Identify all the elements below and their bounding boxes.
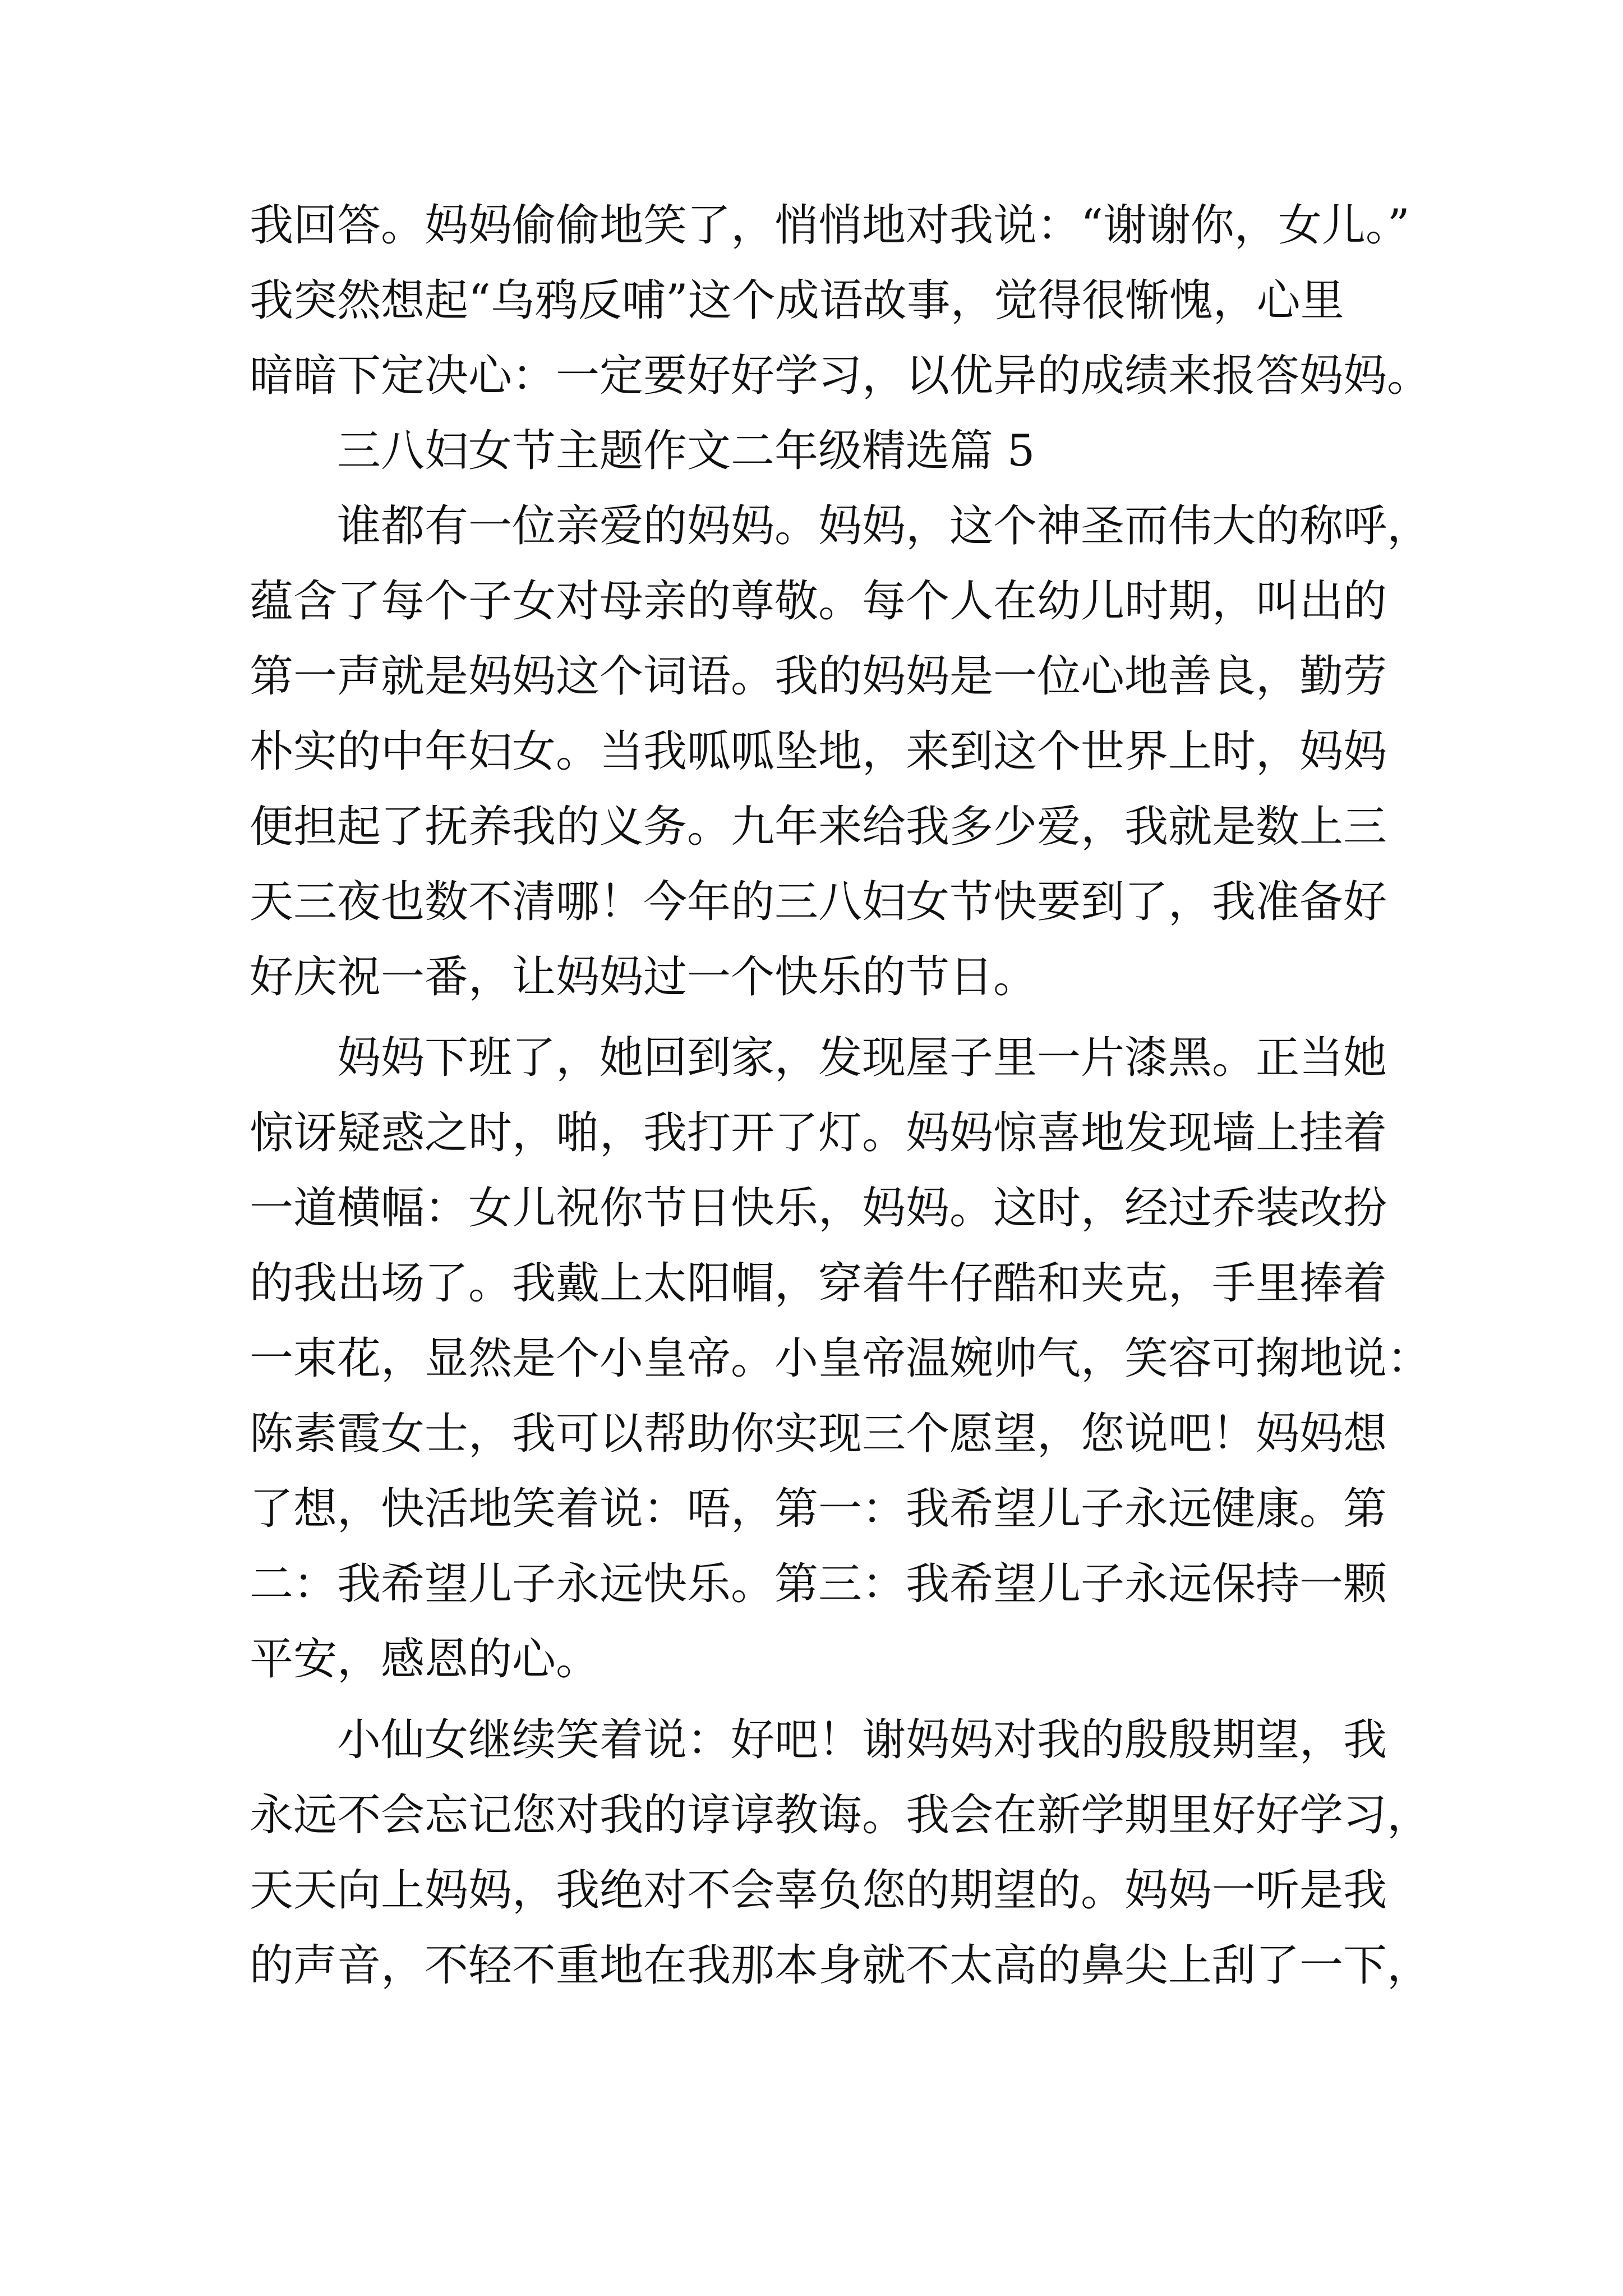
text-line: 谁都有一位亲爱的妈妈。妈妈，这个神圣而伟大的称呼， bbox=[337, 501, 1431, 551]
text-line: 蕴含了每个子女对母亲的尊敬。每个人在幼儿时期，叫出的 bbox=[250, 576, 1387, 627]
text-line: 陈素霞女士，我可以帮助你实现三个愿望，您说吧！妈妈想 bbox=[250, 1409, 1387, 1459]
text-line: 我突然想起“乌鸦反哺”这个成语故事，觉得很惭愧，心里 bbox=[250, 275, 1344, 326]
text-line: 妈妈下班了，她回到家，发现屋子里一片漆黑。正当她 bbox=[337, 1033, 1387, 1083]
text-line: 的我出场了。我戴上太阳帽，穿着牛仔酷和夹克，手里捧着 bbox=[250, 1258, 1387, 1309]
text-line: 好庆祝一番，让妈妈过一个快乐的节日。 bbox=[250, 952, 1038, 1002]
text-line: 暗暗下定决心：一定要好好学习，以优异的成绩来报答妈妈。 bbox=[250, 351, 1431, 401]
text-line: 惊讶疑惑之时，啪，我打开了灯。妈妈惊喜地发现墙上挂着 bbox=[250, 1108, 1387, 1158]
text-line: 二：我希望儿子永远快乐。第三：我希望儿子永远保持一颗 bbox=[250, 1559, 1387, 1609]
text-line: 一道横幅：女儿祝你节日快乐，妈妈。这时，经过乔装改扮 bbox=[250, 1183, 1387, 1234]
text-line: 天天向上妈妈，我绝对不会辜负您的期望的。妈妈一听是我 bbox=[250, 1865, 1387, 1916]
essay-body bbox=[250, 188, 1431, 2003]
text-line: 永远不会忘记您对我的谆谆教诲。我会在新学期里好好学习， bbox=[250, 1790, 1431, 1841]
text-line: 小仙女继续笑着说：好吧！谢妈妈对我的殷殷期望，我 bbox=[337, 1715, 1387, 1765]
text-line: 我回答。妈妈偷偷地笑了，悄悄地对我说：“谢谢你，女儿。” bbox=[250, 200, 1410, 251]
text-line: 朴实的中年妇女。当我呱呱坠地，来到这个世界上时，妈妈 bbox=[250, 726, 1387, 777]
text-line: 第一声就是妈妈这个词语。我的妈妈是一位心地善良，勤劳 bbox=[250, 651, 1387, 702]
section-heading: 三八妇女节主题作文二年级精选篇 5 bbox=[337, 426, 1035, 476]
text-line: 平安，感恩的心。 bbox=[250, 1634, 600, 1685]
text-line: 天三夜也数不清哪！今年的三八妇女节快要到了，我准备好 bbox=[250, 877, 1387, 927]
text-line: 便担起了抚养我的义务。九年来给我多少爱，我就是数上三 bbox=[250, 802, 1387, 852]
text-line: 一束花，显然是个小皇帝。小皇帝温婉帅气，笑容可掬地说： bbox=[250, 1333, 1431, 1384]
text-line: 的声音，不轻不重地在我那本身就不太高的鼻尖上刮了一下， bbox=[250, 1940, 1431, 1991]
text-line: 了想，快活地笑着说：唔，第一：我希望儿子永远健康。第 bbox=[250, 1484, 1387, 1534]
